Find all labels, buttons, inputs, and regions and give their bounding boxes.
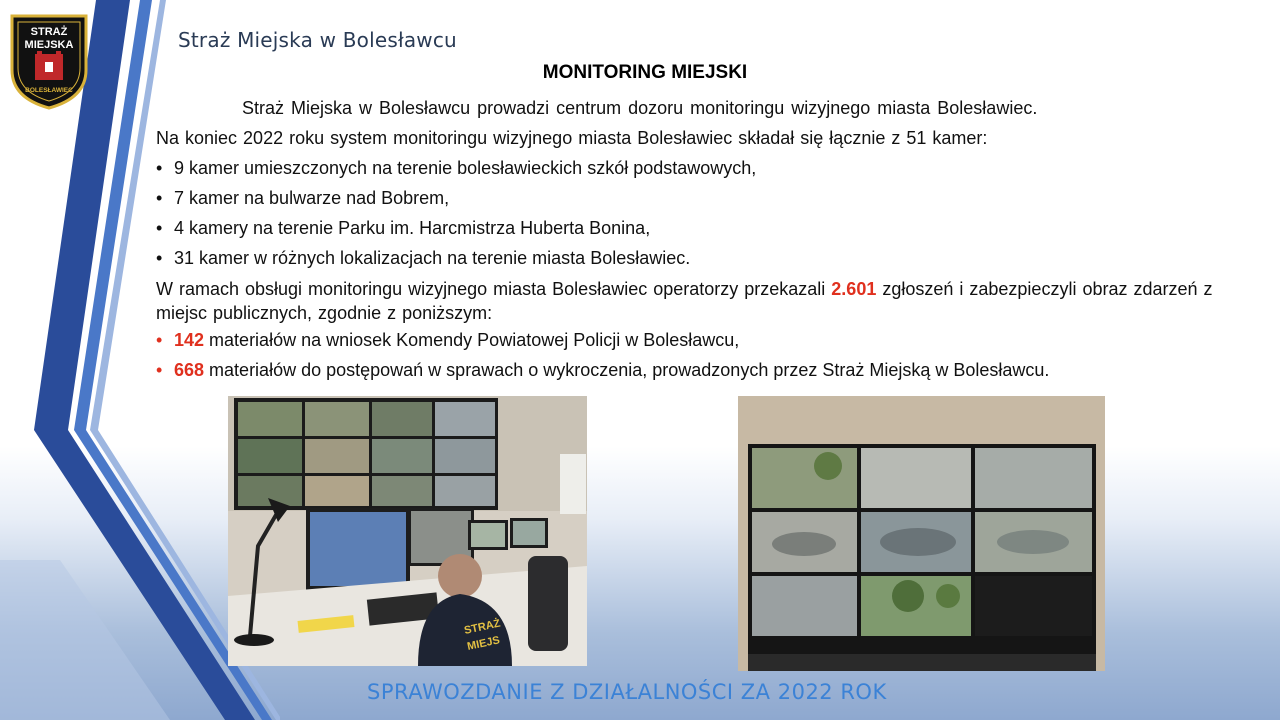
report-footer: SPRAWOZDANIE Z DZIAŁALNOŚCI ZA 2022 ROK [367, 680, 887, 704]
organization-name: Straż Miejska w Bolesławcu [178, 28, 457, 52]
bullet-icon: • [156, 360, 163, 380]
logo-middle-text: MIEJSKA [24, 39, 74, 51]
bullet-icon: • [156, 330, 163, 350]
list-item [156, 183, 1256, 213]
video-wall-photo [738, 396, 1105, 671]
uniform-text: MIEJS [466, 634, 501, 653]
reports-count: 2.601 [831, 279, 877, 299]
list-item-text: 7 kamer na bulwarze nad Bobrem, [174, 188, 450, 208]
city-guard-logo [4, 10, 94, 110]
list-item-text: 31 kamer w różnych lokalizacjach na terenie miasta Bolesławiec. [174, 248, 691, 268]
list-item [156, 213, 1256, 243]
bullet-icon: • [156, 158, 163, 178]
bullet-icon: • [156, 188, 163, 208]
list-item [156, 243, 1256, 273]
list-item: • 668 materiałów do postępowań w sprawach o wykroczenia, prowadzonych przez Straż Miejską w Bolesławcu. [156, 355, 1256, 385]
list-item: • 142 materiałów na wniosek Komendy Powiatowej Policji w Bolesławcu, [156, 325, 1256, 355]
bullet-icon: • [156, 218, 163, 238]
logo-bottom-text: BOLESŁAWIEC [25, 87, 73, 94]
list-item [156, 153, 1256, 183]
camera-summary: Na koniec 2022 roku system monitoringu wizyjnego miasta Bolesławiec składał się łącznie z 51 kamer: [156, 128, 988, 148]
materials-count: 668 [174, 360, 205, 380]
page-title: MONITORING MIEJSKI [542, 62, 748, 83]
list-item-text: 4 kamery na terenie Parku im. Harcmistrza Huberta Bonina, [174, 218, 651, 238]
logo-top-text: STRAŻ [30, 26, 68, 38]
bullet-icon: • [156, 248, 163, 268]
uniform-text: STRAŻ [463, 617, 502, 637]
report-content [156, 93, 1256, 385]
monitoring-room-photo [228, 396, 587, 666]
list-item-text: 9 kamer umieszczonych na terenie bolesławieckich szkół podstawowych, [174, 158, 757, 178]
intro-text: Straż Miejska w Bolesławcu prowadzi centrum dozoru monitoringu wizyjnego miasta Bolesławiec. [242, 98, 1038, 118]
operations-text: W ramach obsługi monitoringu wizyjnego miasta Bolesławiec operatorzy przekazali 2.601 zgłoszeń i zabezpieczyli obraz zdarzeń z miejsc publicznych, zgodnie z poniższym: [156, 279, 1213, 323]
materials-count: 142 [174, 330, 205, 350]
